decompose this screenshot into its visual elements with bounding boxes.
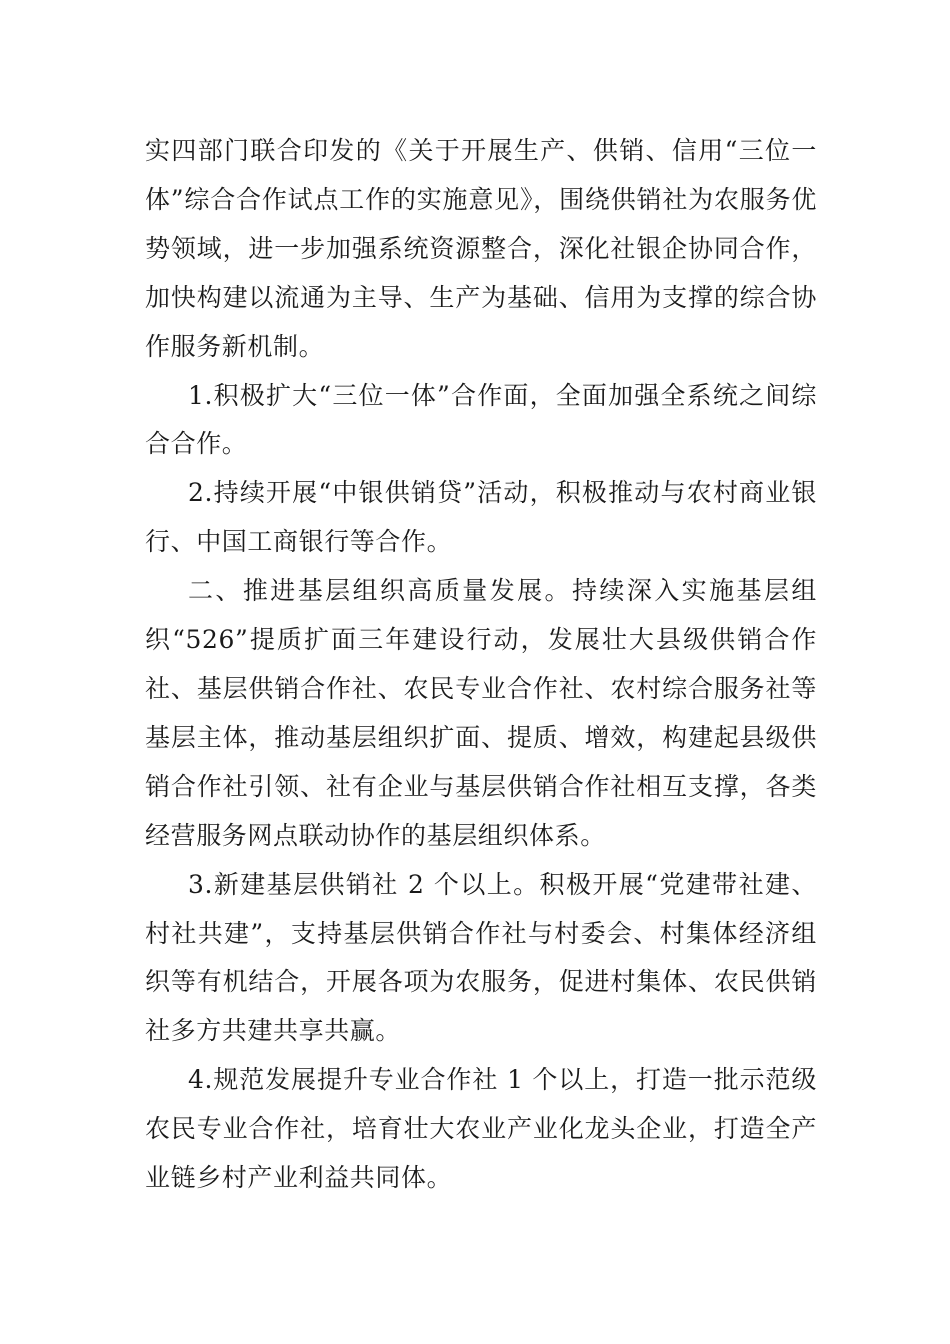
paragraph-section-2: 二、推进基层组织高质量发展。持续深入实施基层组织“526”提质扩面三年建设行动，发展壮大县级供销合作社、基层供销合作社、农民专业合作社、农村综合服务社等基层主体，推动基层组织扩面、提质、增效，构建起县级供销合作社引领、社有企业与基层供销合作社相互支撑，各类经营服务网点联动协作的基层组织体系。 — [145, 576, 817, 850]
document-body — [145, 127, 817, 1203]
paragraph-continuation: 实四部门联合印发的《关于开展生产、供销、信用“三位一体”综合合作试点工作的实施意见》，围绕供销社为农服务优势领域，进一步加强系统资源整合，深化社银企协同合作，加快构建以流通为主导、生产为基础、信用为支撑的综合协作服务新机制。 — [145, 136, 817, 361]
paragraph-item-2: 2.持续开展“中银供销贷”活动，积极推动与农村商业银行、中国工商银行等合作。 — [145, 478, 817, 557]
paragraph-item-1: 1.积极扩大“三位一体”合作面，全面加强全系统之间综合合作。 — [145, 380, 817, 459]
paragraph-item-4: 4.规范发展提升专业合作社 1 个以上，打造一批示范级农民专业合作社，培育壮大农业产业化龙头企业，打造全产业链乡村产业利益共同体。 — [145, 1065, 817, 1193]
paragraph-item-3: 3.新建基层供销社 2 个以上。积极开展“党建带社建、村社共建”，支持基层供销合作社与村委会、村集体经济组织等有机结合，开展各项为农服务，促进村集体、农民供销社多方共建共享共赢。 — [145, 869, 817, 1046]
